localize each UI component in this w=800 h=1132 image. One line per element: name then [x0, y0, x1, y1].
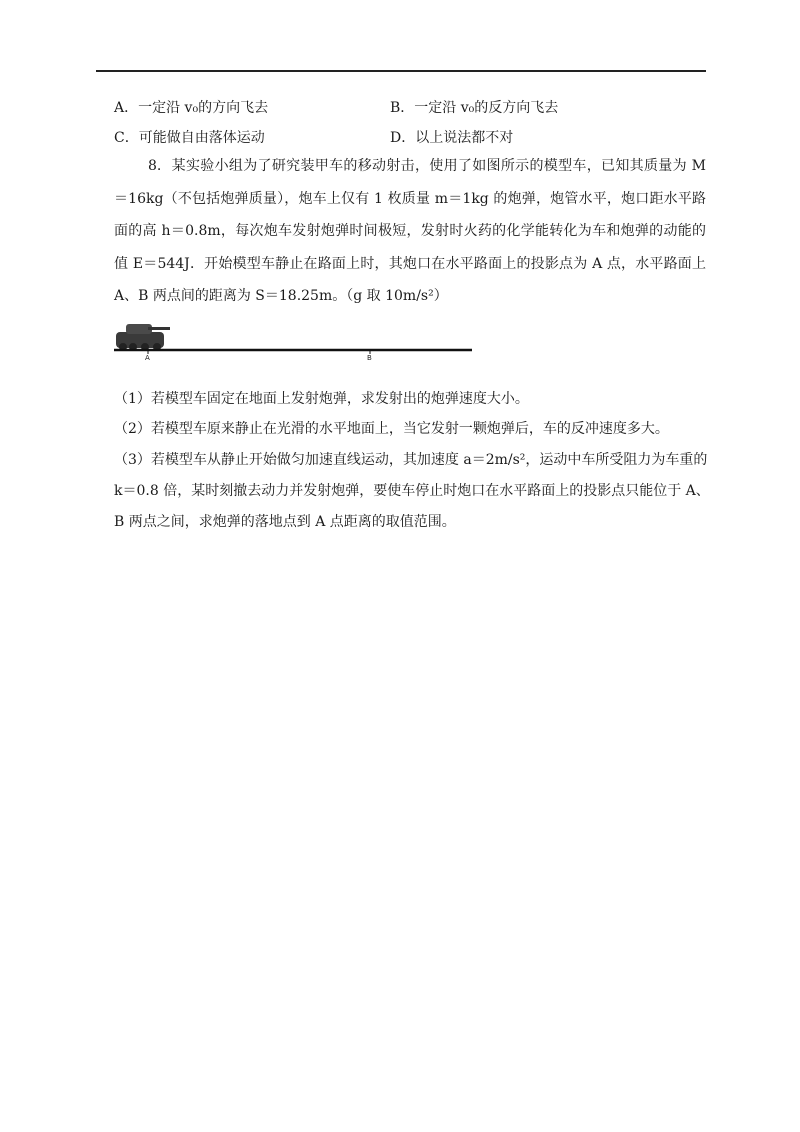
option-b: B．一定沿 v₀的反方向飞去	[390, 100, 559, 116]
header-rule	[96, 70, 706, 72]
question-8-stem: 某实验小组为了研究装甲车的移动射击，使用了如图所示的模型车，已知其质量为 M＝16kg（不包括炮弹质量），炮车上仅有 1 枚质量 m＝1kg 的炮弹，炮管水平，炮口距水平路面的高 h＝0.8m，每次炮车发射炮弹时间极短，发射时火药的化学能转化为车和炮弹的动能的值 E＝544J．开始模型车静止在路面上时，其炮口在水平路面上的投影点为 A 点，水平路面上 A、B 两点间的距离为 S＝18.25m。（g 取 10m/s²）	[114, 158, 706, 304]
option-d: D．以上说法都不对	[390, 130, 514, 146]
option-c: C．可能做自由落体运动	[114, 130, 265, 146]
sub-question-3-line-3: B 两点之间，求炮弹的落地点到 A 点距离的取值范围。	[114, 514, 456, 530]
sub-question-3-line-2: k＝0.8 倍，某时刻撤去动力并发射炮弹，要使车停止时炮口在水平路面上的投影点只能位于 A、	[114, 483, 710, 499]
point-b-label: B	[367, 354, 372, 362]
road-figure	[112, 318, 474, 366]
sub-question-2: （2）若模型车原来静止在光滑的水平地面上，当它发射一颗炮弹后，车的反冲速度多大。	[114, 421, 669, 437]
question-8-stem-block	[114, 150, 706, 313]
sub-question-3-line-1: （3）若模型车从静止开始做匀加速直线运动，其加速度 a＝2m/s²，运动中车所受阻力为车重的	[114, 452, 708, 468]
sub-question-1: （1）若模型车固定在地面上发射炮弹，求发射出的炮弹速度大小。	[114, 391, 529, 407]
option-a: A．一定沿 v₀的方向飞去	[114, 100, 269, 116]
point-a-label: A	[145, 354, 150, 362]
question-number: 8.	[148, 158, 162, 174]
road-diagram	[112, 318, 474, 366]
tank-model-icon	[116, 324, 170, 351]
